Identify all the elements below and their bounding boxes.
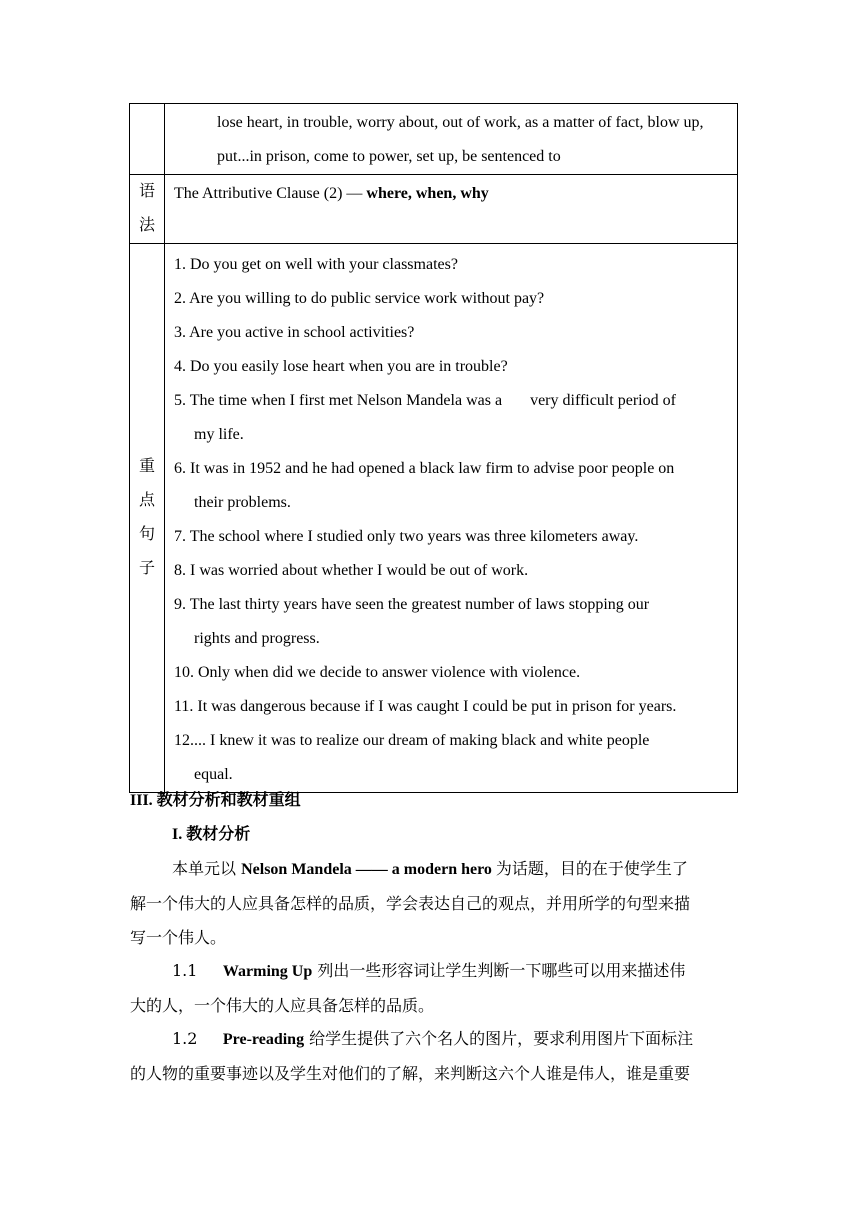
vocab-label-cell xyxy=(130,104,165,175)
grammar-label-char: 语 xyxy=(138,183,155,200)
vocab-line-2: put...in prison, come to power, set up, be sentenced to xyxy=(217,148,561,165)
paragraph-line xyxy=(130,852,740,887)
paragraph-line xyxy=(130,1022,740,1057)
paragraph-line: 的人物的重要事迹以及学生对他们的了解，来判断这六个人谁是伟人，谁是重要 xyxy=(130,1064,691,1083)
sentence-label-char: 点 xyxy=(138,492,155,509)
sentence-label-char: 子 xyxy=(138,560,155,577)
sentence-8: 8. I was worried about whether I would be out of work. xyxy=(174,562,529,579)
vocab-row xyxy=(130,104,738,175)
paragraph-text: 列出一些形容词让学生判断一下哪些可以用来描述伟 xyxy=(312,961,686,980)
sentence-list xyxy=(165,244,737,792)
vocab-content-cell xyxy=(165,104,738,175)
sentence-row xyxy=(130,244,738,793)
sentence-3: 3. Are you active in school activities? xyxy=(174,324,415,341)
paragraph-line: 写一个伟人。 xyxy=(130,928,227,947)
sentence-content-cell xyxy=(165,244,738,793)
sentence-6-cont: their problems. xyxy=(194,494,291,511)
sentence-11: 11. It was dangerous because if I was caught I could be put in prison for years. xyxy=(174,698,677,715)
sentence-12: 12.... I knew it was to realize our dream of making black and white people xyxy=(174,732,650,749)
sentence-label-char: 重 xyxy=(138,458,155,475)
sentence-1: 1. Do you get on well with your classmates? xyxy=(174,256,458,273)
item-number: 1.2 xyxy=(172,1029,198,1048)
section-heading: III. 教材分析和教材重组 xyxy=(130,792,301,809)
lesson-table xyxy=(129,103,738,793)
sentence-4: 4. Do you easily lose heart when you are in trouble? xyxy=(174,358,508,375)
item-title: Pre-reading xyxy=(222,1031,305,1048)
sentence-7: 7. The school where I studied only two years was three kilometers away. xyxy=(174,528,639,545)
sentence-6: 6. It was in 1952 and he had opened a black law firm to advise poor people on xyxy=(174,460,675,477)
grammar-row xyxy=(130,175,738,244)
analysis-paragraph xyxy=(130,852,740,955)
topic-title: Nelson Mandela —— a modern hero xyxy=(241,861,496,878)
sentence-label-cell xyxy=(130,244,165,793)
paragraph-text: 给学生提供了六个名人的图片，要求利用图片下面标注 xyxy=(304,1029,694,1048)
sentence-label-char: 句 xyxy=(138,526,155,543)
paragraph-text: 为话题，目的在于使学生了 xyxy=(495,859,688,878)
grammar-content-cell xyxy=(165,175,738,244)
sentence-5-cont: my life. xyxy=(194,426,244,443)
sentence-2: 2. Are you willing to do public service work without pay? xyxy=(174,290,545,307)
sentence-9: 9. The last thirty years have seen the greatest number of laws stopping our xyxy=(174,596,650,613)
paragraph-text: 本单元以 xyxy=(172,859,242,878)
grammar-label-cell xyxy=(130,175,165,244)
sentence-5: 5. The time when I first met Nelson Mandela was a very difficult period of xyxy=(174,392,676,409)
sentence-12-cont: equal. xyxy=(194,766,233,783)
pre-reading-paragraph xyxy=(130,1022,740,1091)
warming-up-paragraph xyxy=(130,954,740,1023)
grammar-text xyxy=(165,175,737,211)
grammar-label-char: 法 xyxy=(138,217,155,234)
grammar-keywords: where, when, why xyxy=(366,185,489,202)
item-title: Warming Up xyxy=(222,963,313,980)
subsection-heading: I. 教材分析 xyxy=(172,826,251,843)
item-number: 1.1 xyxy=(172,961,198,980)
vocab-line-1: lose heart, in trouble, worry about, out of work, as a matter of fact, blow up, xyxy=(217,114,704,131)
paragraph-line xyxy=(130,954,740,989)
paragraph-line: 解一个伟大的人应具备怎样的品质，学会表达自己的观点，并用所学的句型来描 xyxy=(130,894,691,913)
sentence-10: 10. Only when did we decide to answer violence with violence. xyxy=(174,664,581,681)
sentence-9-cont: rights and progress. xyxy=(194,630,320,647)
grammar-title: The Attributive Clause (2) — xyxy=(174,185,367,202)
paragraph-line: 大的人，一个伟大的人应具备怎样的品质。 xyxy=(130,996,435,1015)
